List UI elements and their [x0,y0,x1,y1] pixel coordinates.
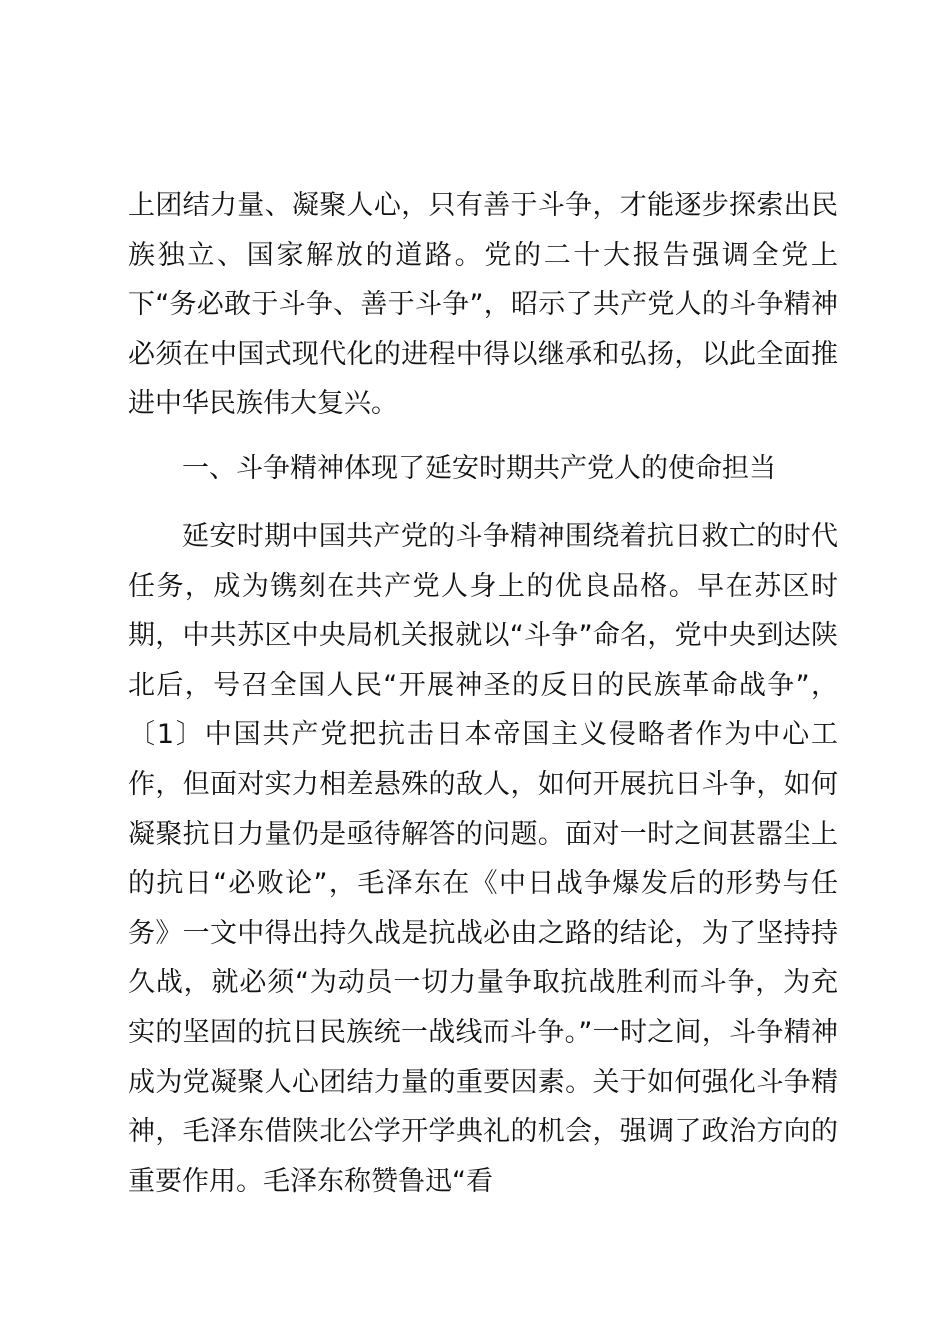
paragraph-continuation: 上团结力量、凝聚人心，只有善于斗争，才能逐步探索出民族独立、国家解放的道路。党的二十大报告强调全党上下“务必敢于斗争、善于斗争”，昭示了共产党人的斗争精神必须在中国式现代化的进程中得以继承和弘扬，以此全面推进中华民族伟大复兴。 [128,190,838,420]
paragraph-body: 延安时期中国共产党的斗争精神围绕着抗日救亡的时代任务，成为镌刻在共产党人身上的优良品格。早在苏区时期，中共苏区中央局机关报就以“斗争”命名，党中央到达陕北后，号召全国人民“开展神圣的反日的民族革命战争”，〔1〕中国共产党把抗击日本帝国主义侵略者作为中心工作，但面对实力相差悬殊的敌人，如何开展抗日斗争，如何凝聚抗日力量仍是亟待解答的问题。面对一时之间甚嚣尘上的抗日“必败论”，毛泽东在《中日战争爆发后的形势与任务》一文中得出持久战是抗战必由之路的结论，为了坚持持久战，就必须“为动员一切力量争取抗战胜利而斗争，为充实的坚固的抗日民族统一战线而斗争。”一时之间，斗争精神成为党凝聚人心团结力量的重要因素。关于如何强化斗争精神，毛泽东借陕北公学开学典礼的机会，强调了政治方向的重要作用。毛泽东称赞鲁迅“看 [128,521,838,1197]
section-heading: 一、斗争精神体现了延安时期共产党人的使命担当 [182,453,776,484]
